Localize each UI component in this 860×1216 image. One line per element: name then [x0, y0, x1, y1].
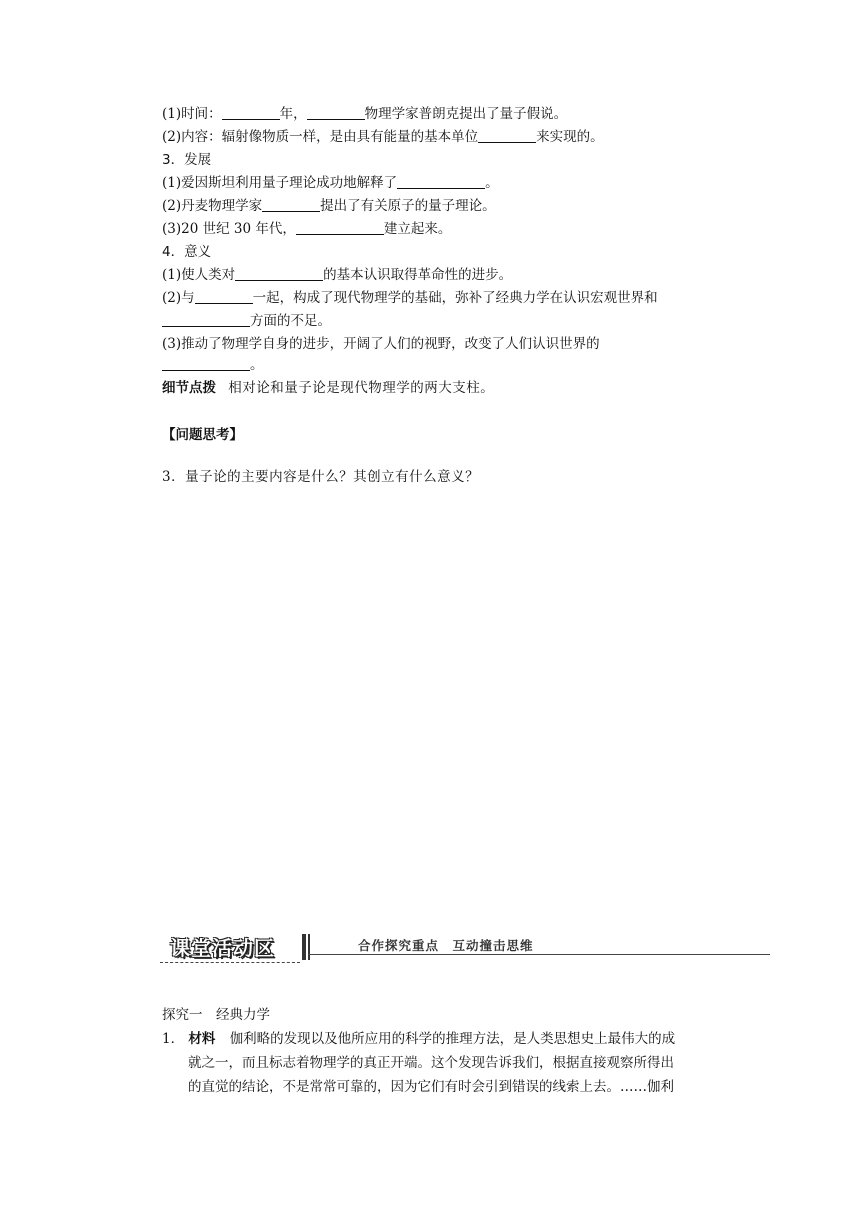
tip-text: 相对论和量子论是现代物理学的两大支柱。	[228, 380, 495, 396]
line-text: (1)使人类对	[162, 267, 236, 283]
line-text: (2)内容：辐射像物质一样，是由具有能量的基本单位	[162, 129, 479, 145]
content-line-sig2-cont	[162, 311, 331, 331]
explore-heading: 探究一 经典力学	[162, 1007, 270, 1023]
fill-blank[interactable]	[262, 197, 320, 212]
content-line-einstein	[162, 173, 499, 193]
section-banner	[160, 930, 770, 966]
banner-title: 课堂活动区	[170, 936, 275, 960]
explore-item	[162, 1029, 675, 1049]
material-text-line: 就之一，而且标志着物理学的真正开端。这个发现告诉我们，根据直接观察所得出	[188, 1055, 674, 1071]
line-text: 。	[485, 175, 499, 191]
content-line-content	[162, 127, 604, 147]
tip-label: 细节点拨	[162, 380, 216, 396]
banner-divider	[308, 934, 310, 960]
material-text-line: 的直觉的结论，不是常常可靠的，因为它们有时会引到错误的线索上去。……伽利	[188, 1079, 674, 1095]
line-text: 一起，构成了现代物理学的基础，弥补了经典力学在认识宏观世界和	[252, 290, 658, 306]
banner-solid-rule	[308, 954, 770, 955]
line-text: (1)爱因斯坦利用量子理论成功地解释了	[162, 175, 398, 191]
line-text: 的基本认识取得革命性的进步。	[323, 267, 513, 283]
fill-blank[interactable]	[162, 312, 250, 327]
content-line-sig3-cont	[162, 355, 264, 375]
question-text: 3．量子论的主要内容是什么？其创立有什么意义？	[162, 469, 480, 485]
content-line-time	[162, 104, 567, 124]
line-text: 年，	[279, 106, 307, 122]
line-text: 。	[250, 357, 264, 373]
banner-divider	[302, 934, 306, 960]
content-line-1930s	[162, 219, 451, 239]
line-text: (3)20 世纪 30 年代，	[162, 221, 296, 237]
fill-blank[interactable]	[195, 289, 253, 304]
fill-blank[interactable]	[296, 220, 384, 235]
question-heading: 【问题思考】	[162, 427, 243, 443]
line-text: (1)时间：	[162, 106, 222, 122]
content-line-sig3	[162, 334, 600, 354]
line-text: (3)推动了物理学自身的进步，开阔了人们的视野，改变了人们认识世界的	[162, 336, 600, 352]
material-label: 材料	[188, 1031, 216, 1047]
fill-blank[interactable]	[307, 105, 365, 120]
fill-blank[interactable]	[222, 105, 280, 120]
item-number: 1．	[162, 1031, 185, 1047]
line-text: (2)与	[162, 290, 195, 306]
banner-subtitle: 合作探究重点 互动撞击思维	[358, 938, 534, 953]
fill-blank[interactable]	[397, 174, 485, 189]
line-text: 物理学家普朗克提出了量子假说。	[364, 106, 568, 122]
fill-blank[interactable]	[235, 266, 323, 281]
material-text: 伽利略的发现以及他所应用的科学的推理方法，是人类思想史上最伟大的成	[229, 1031, 676, 1047]
line-text: 建立起来。	[383, 221, 452, 237]
content-line-danish	[162, 196, 496, 216]
heading-development: 3．发展	[162, 152, 212, 168]
content-line-sig1	[162, 265, 512, 285]
line-text: (2)丹麦物理学家	[162, 198, 263, 214]
line-text: 提出了有关原子的量子理论。	[320, 198, 496, 214]
fill-blank[interactable]	[162, 356, 250, 371]
content-line-sig2	[162, 288, 658, 308]
banner-dashed-rule	[160, 962, 300, 963]
fill-blank[interactable]	[478, 128, 536, 143]
line-text: 方面的不足。	[250, 313, 331, 329]
line-text: 来实现的。	[536, 129, 604, 145]
detail-tip	[162, 378, 494, 398]
heading-significance: 4．意义	[162, 244, 212, 260]
